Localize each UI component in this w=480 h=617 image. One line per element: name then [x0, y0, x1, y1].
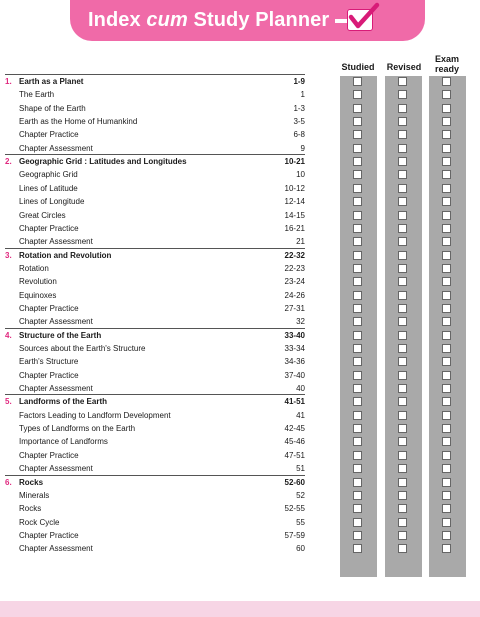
- revised-checkbox[interactable]: [398, 518, 407, 527]
- topic-title: Types of Landforms on the Earth: [19, 424, 136, 434]
- revised-checkbox[interactable]: [398, 197, 407, 206]
- column-header-exam-ready: [425, 54, 469, 74]
- revised-checkbox[interactable]: [398, 291, 407, 300]
- topic-pages: 40: [296, 384, 305, 394]
- topic-row: [0, 102, 480, 115]
- topic-title: Chapter Practice: [19, 303, 79, 313]
- exam-ready-checkbox[interactable]: [442, 451, 451, 460]
- topic-row: [0, 195, 480, 208]
- topic-pages: 9: [300, 143, 305, 153]
- topic-pages: 22-23: [284, 263, 305, 273]
- topic-title: Chapter Assessment: [19, 464, 93, 474]
- title-italic: cum: [146, 9, 188, 31]
- exam-ready-checkbox[interactable]: [442, 317, 451, 326]
- topic-pages: 6-8: [293, 130, 305, 140]
- topic-pages: 24-26: [284, 290, 305, 300]
- studied-checkbox[interactable]: [353, 411, 362, 420]
- topic-pages: 52: [296, 490, 305, 500]
- exam-ready-checkbox[interactable]: [442, 411, 451, 420]
- exam-ready-checkbox[interactable]: [442, 251, 451, 260]
- exam-line-1: Exam: [434, 54, 460, 64]
- chapter-number: 5.: [5, 397, 12, 407]
- topic-pages: 57-59: [284, 530, 305, 540]
- exam-ready-checkbox[interactable]: [442, 197, 451, 206]
- chapter-title: Landforms of the Earth: [19, 397, 108, 407]
- column-header-revised: Revised: [386, 62, 422, 72]
- topic-pages: 52-55: [284, 504, 305, 514]
- studied-checkbox[interactable]: [353, 331, 362, 340]
- revised-checkbox[interactable]: [398, 437, 407, 446]
- chapter-divider: [5, 328, 305, 329]
- topic-title: Rotation: [19, 263, 49, 273]
- exam-ready-checkbox[interactable]: [442, 464, 451, 473]
- studied-checkbox[interactable]: [353, 544, 362, 553]
- revised-checkbox[interactable]: [398, 317, 407, 326]
- studied-checkbox[interactable]: [353, 491, 362, 500]
- chapter-title: Earth as a Planet: [19, 77, 84, 86]
- topic-pages: 42-45: [284, 424, 305, 434]
- topic-row: [0, 262, 480, 275]
- revised-checkbox[interactable]: [398, 397, 407, 406]
- exam-ready-checkbox[interactable]: [442, 224, 451, 233]
- topic-pages: 3-5: [293, 117, 305, 127]
- chapter-divider: [5, 248, 305, 249]
- topic-title: Geographic Grid: [19, 170, 78, 180]
- topic-row: [0, 289, 480, 302]
- topic-pages: 1: [300, 90, 305, 100]
- topic-title: Lines of Longitude: [19, 197, 85, 207]
- topic-row: [0, 409, 480, 422]
- revised-checkbox[interactable]: [398, 90, 407, 99]
- revised-checkbox[interactable]: [398, 504, 407, 513]
- studied-checkbox[interactable]: [353, 104, 362, 113]
- studied-checkbox[interactable]: [353, 211, 362, 220]
- chapter-pages: 10-21: [284, 157, 305, 167]
- revised-checkbox[interactable]: [398, 117, 407, 126]
- chapter-row: [0, 155, 480, 168]
- chapter-divider: [5, 74, 305, 75]
- chapter-divider: [5, 394, 305, 395]
- studied-checkbox[interactable]: [353, 264, 362, 273]
- exam-ready-checkbox[interactable]: [442, 478, 451, 487]
- revised-checkbox[interactable]: [398, 211, 407, 220]
- topic-pages: 10: [296, 170, 305, 180]
- studied-checkbox[interactable]: [353, 130, 362, 139]
- exam-ready-checkbox[interactable]: [442, 277, 451, 286]
- revised-checkbox[interactable]: [398, 464, 407, 473]
- topic-pages: 14-15: [284, 210, 305, 220]
- topic-row: [0, 529, 480, 542]
- topic-pages: 34-36: [284, 357, 305, 367]
- studied-checkbox[interactable]: [353, 397, 362, 406]
- topic-title: Chapter Assessment: [19, 143, 93, 153]
- topic-row: [0, 422, 480, 435]
- title-part-2: Study Planner: [187, 9, 330, 31]
- studied-checkbox[interactable]: [353, 371, 362, 380]
- chapter-row: [0, 476, 480, 489]
- studied-checkbox[interactable]: [353, 170, 362, 179]
- chapter-pages: 41-51: [284, 397, 305, 407]
- topic-row: [0, 369, 480, 382]
- topic-title: Factors Leading to Landform Development: [19, 410, 171, 420]
- topic-title: The Earth: [19, 90, 55, 100]
- chapter-title: Rocks: [19, 477, 44, 487]
- topic-pages: 41: [296, 410, 305, 420]
- topic-pages: 47-51: [284, 450, 305, 460]
- topic-title: Shape of the Earth: [19, 103, 86, 113]
- chapter-title: Rotation and Revolution: [19, 250, 112, 260]
- revised-checkbox[interactable]: [398, 357, 407, 366]
- exam-ready-checkbox[interactable]: [442, 384, 451, 393]
- revised-checkbox[interactable]: [398, 170, 407, 179]
- exam-ready-checkbox[interactable]: [442, 184, 451, 193]
- exam-ready-checkbox[interactable]: [442, 117, 451, 126]
- chapter-number: 3.: [5, 250, 12, 260]
- exam-line-2: ready: [434, 64, 460, 74]
- revised-checkbox[interactable]: [398, 478, 407, 487]
- topic-pages: 10-12: [284, 183, 305, 193]
- revised-checkbox[interactable]: [398, 451, 407, 460]
- topic-title: Chapter Practice: [19, 450, 79, 460]
- revised-checkbox[interactable]: [398, 304, 407, 313]
- topic-pages: 60: [296, 544, 305, 554]
- exam-ready-checkbox[interactable]: [442, 104, 451, 113]
- topic-title: Rock Cycle: [19, 517, 60, 527]
- studied-checkbox[interactable]: [353, 291, 362, 300]
- topic-title: Great Circles: [19, 210, 66, 220]
- topic-pages: 51: [296, 464, 305, 474]
- exam-ready-checkbox[interactable]: [442, 304, 451, 313]
- revised-checkbox[interactable]: [398, 384, 407, 393]
- exam-ready-checkbox[interactable]: [442, 90, 451, 99]
- footer-band: [0, 601, 480, 617]
- topic-row: [0, 209, 480, 222]
- topic-row: [0, 128, 480, 141]
- exam-ready-checkbox[interactable]: [442, 170, 451, 179]
- exam-ready-checkbox[interactable]: [442, 211, 451, 220]
- topic-title: Revolution: [19, 277, 57, 287]
- chapter-pages: 52-60: [284, 477, 305, 487]
- topic-row: [0, 88, 480, 101]
- topic-title: Chapter Practice: [19, 530, 79, 540]
- chapter-row: [0, 395, 480, 408]
- topic-pages: 1-3: [293, 103, 305, 113]
- topic-row: [0, 168, 480, 181]
- studied-checkbox[interactable]: [353, 237, 362, 246]
- exam-ready-checkbox[interactable]: [442, 344, 451, 353]
- revised-checkbox[interactable]: [398, 531, 407, 540]
- studied-checkbox[interactable]: [353, 251, 362, 260]
- chapter-title: Geographic Grid : Latitudes and Longitudes: [19, 157, 187, 167]
- topic-row: [0, 516, 480, 529]
- revised-checkbox[interactable]: [398, 411, 407, 420]
- topic-title: Chapter Assessment: [19, 544, 93, 554]
- topic-title: Minerals: [19, 490, 50, 500]
- revised-checkbox[interactable]: [398, 237, 407, 246]
- revised-checkbox[interactable]: [398, 104, 407, 113]
- topic-title: Lines of Latitude: [19, 183, 78, 193]
- topic-pages: 23-24: [284, 277, 305, 287]
- topic-title: Chapter Practice: [19, 370, 79, 380]
- revised-checkbox[interactable]: [398, 371, 407, 380]
- revised-checkbox[interactable]: [398, 77, 407, 86]
- topic-title: Earth as the Home of Humankind: [19, 117, 138, 127]
- topic-row: [0, 502, 480, 515]
- studied-checkbox[interactable]: [353, 518, 362, 527]
- studied-checkbox[interactable]: [353, 157, 362, 166]
- topic-pages: 16-21: [284, 223, 305, 233]
- column-header-studied: Studied: [341, 62, 375, 72]
- studied-checkbox[interactable]: [353, 224, 362, 233]
- topic-title: Equinoxes: [19, 290, 57, 300]
- studied-checkbox[interactable]: [353, 77, 362, 86]
- topic-row: [0, 302, 480, 315]
- topic-row: [0, 355, 480, 368]
- chapter-pages: 22-32: [284, 250, 305, 260]
- studied-checkbox[interactable]: [353, 304, 362, 313]
- chapter-row: [0, 329, 480, 342]
- topic-title: Chapter Assessment: [19, 237, 93, 247]
- revised-checkbox[interactable]: [398, 184, 407, 193]
- studied-checkbox[interactable]: [353, 117, 362, 126]
- exam-ready-checkbox[interactable]: [442, 518, 451, 527]
- topic-pages: 21: [296, 237, 305, 247]
- exam-ready-checkbox[interactable]: [442, 531, 451, 540]
- studied-checkbox[interactable]: [353, 437, 362, 446]
- exam-ready-checkbox[interactable]: [442, 491, 451, 500]
- chapter-number: 2.: [5, 157, 12, 167]
- topic-row: [0, 489, 480, 502]
- page-title: [88, 9, 329, 32]
- chapter-divider: [5, 154, 305, 155]
- studied-checkbox[interactable]: [353, 424, 362, 433]
- studied-checkbox[interactable]: [353, 531, 362, 540]
- revised-checkbox[interactable]: [398, 224, 407, 233]
- exam-ready-checkbox[interactable]: [442, 331, 451, 340]
- topic-title: Chapter Practice: [19, 223, 79, 233]
- chapter-row: [0, 249, 480, 262]
- topic-title: Chapter Assessment: [19, 384, 93, 394]
- exam-ready-checkbox[interactable]: [442, 504, 451, 513]
- topic-row: [0, 182, 480, 195]
- topic-title: Rocks: [19, 504, 42, 514]
- studied-checkbox[interactable]: [353, 184, 362, 193]
- studied-checkbox[interactable]: [353, 384, 362, 393]
- topic-pages: 37-40: [284, 370, 305, 380]
- topic-title: Chapter Practice: [19, 130, 79, 140]
- studied-checkbox[interactable]: [353, 197, 362, 206]
- chapter-number: 6.: [5, 477, 12, 487]
- studied-checkbox[interactable]: [353, 451, 362, 460]
- revised-checkbox[interactable]: [398, 544, 407, 553]
- exam-ready-checkbox[interactable]: [442, 397, 451, 406]
- chapter-row: [0, 75, 480, 88]
- topic-row: [0, 435, 480, 448]
- topic-title: Sources about the Earth's Structure: [19, 344, 146, 353]
- studied-checkbox[interactable]: [353, 504, 362, 513]
- topic-pages: 33-34: [284, 344, 305, 353]
- revised-checkbox[interactable]: [398, 251, 407, 260]
- topic-row: [0, 449, 480, 462]
- exam-ready-checkbox[interactable]: [442, 291, 451, 300]
- topic-row: [0, 275, 480, 288]
- exam-ready-checkbox[interactable]: [442, 144, 451, 153]
- revised-checkbox[interactable]: [398, 157, 407, 166]
- topic-row: [0, 115, 480, 128]
- studied-checkbox[interactable]: [353, 317, 362, 326]
- checkmark-icon: [345, 0, 391, 38]
- studied-checkbox[interactable]: [353, 464, 362, 473]
- exam-ready-checkbox[interactable]: [442, 424, 451, 433]
- topic-pages: 27-31: [284, 303, 305, 313]
- revised-checkbox[interactable]: [398, 424, 407, 433]
- chapter-number: 1.: [5, 77, 12, 86]
- chapter-title: Structure of the Earth: [19, 330, 102, 340]
- revised-checkbox[interactable]: [398, 331, 407, 340]
- revised-checkbox[interactable]: [398, 277, 407, 286]
- revised-checkbox[interactable]: [398, 130, 407, 139]
- exam-ready-checkbox[interactable]: [442, 130, 451, 139]
- exam-ready-checkbox[interactable]: [442, 264, 451, 273]
- chapter-divider: [5, 475, 305, 476]
- topic-row: [0, 222, 480, 235]
- revised-checkbox[interactable]: [398, 144, 407, 153]
- chapter-pages: 33-40: [284, 330, 305, 340]
- exam-ready-checkbox[interactable]: [442, 437, 451, 446]
- topic-pages: 55: [296, 517, 305, 527]
- chapter-pages: 1-9: [293, 77, 305, 86]
- topic-pages: 45-46: [284, 437, 305, 447]
- title-part-1: Index: [88, 9, 147, 31]
- chapter-number: 4.: [5, 330, 12, 340]
- studied-checkbox[interactable]: [353, 478, 362, 487]
- exam-ready-checkbox[interactable]: [442, 237, 451, 246]
- exam-ready-checkbox[interactable]: [442, 371, 451, 380]
- topic-title: Importance of Landforms: [19, 437, 108, 447]
- studied-checkbox[interactable]: [353, 277, 362, 286]
- topic-pages: 12-14: [284, 197, 305, 207]
- studied-checkbox[interactable]: [353, 144, 362, 153]
- topic-title: Earth's Structure: [19, 357, 79, 367]
- revised-checkbox[interactable]: [398, 344, 407, 353]
- studied-checkbox[interactable]: [353, 90, 362, 99]
- exam-ready-checkbox[interactable]: [442, 157, 451, 166]
- topic-row: [0, 542, 480, 555]
- topic-pages: 32: [296, 317, 305, 327]
- topic-title: Chapter Assessment: [19, 317, 93, 327]
- revised-checkbox[interactable]: [398, 264, 407, 273]
- topic-row: [0, 342, 480, 355]
- revised-checkbox[interactable]: [398, 491, 407, 500]
- exam-ready-checkbox[interactable]: [442, 77, 451, 86]
- exam-ready-checkbox[interactable]: [442, 357, 451, 366]
- exam-ready-checkbox[interactable]: [442, 544, 451, 553]
- studied-checkbox[interactable]: [353, 344, 362, 353]
- studied-checkbox[interactable]: [353, 357, 362, 366]
